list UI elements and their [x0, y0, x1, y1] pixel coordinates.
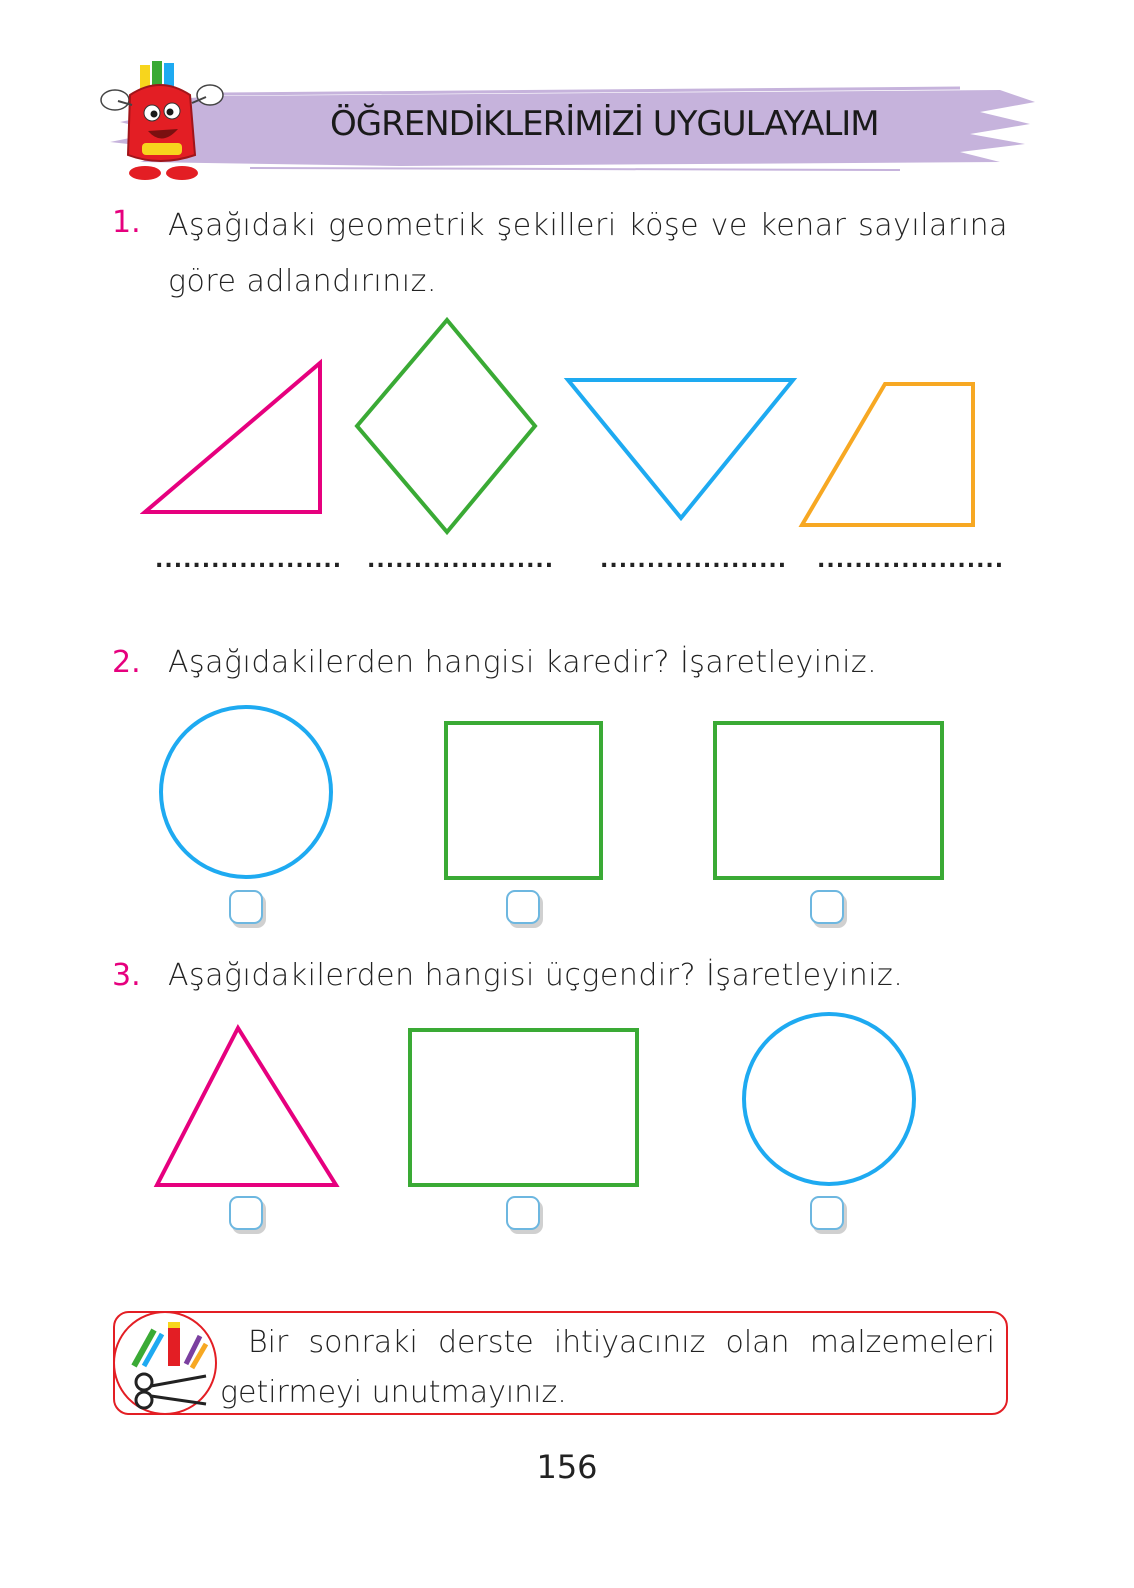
q3-option-2-checkbox[interactable] [506, 1196, 540, 1230]
triangle-shape [157, 1028, 336, 1185]
q2-option-2-checkbox[interactable] [506, 890, 540, 924]
reminder-note-text: Bir sonraki derste ihtiyacınız olan malzemeleri getirmeyi unutmayınız. [220, 1325, 995, 1410]
right-triangle-shape [145, 363, 320, 512]
backpack-mascot-icon [90, 55, 230, 185]
circle-shape [161, 707, 331, 877]
question-2-number: 2. [112, 645, 141, 680]
question-2-shapes [150, 700, 960, 890]
rectangle-shape [715, 723, 942, 878]
question-3-shapes [150, 1010, 930, 1195]
trapezoid-shape [802, 384, 973, 525]
pencils-scissors-icon [118, 1316, 212, 1410]
answer-blank-1[interactable]: .................... [155, 548, 343, 573]
question-3-number: 3. [112, 958, 141, 993]
circle-shape [744, 1014, 914, 1184]
q3-option-3-checkbox[interactable] [810, 1196, 844, 1230]
rhombus-shape [357, 320, 535, 532]
rectangle-shape [410, 1030, 637, 1185]
answer-blank-3[interactable]: .................... [600, 548, 788, 573]
page-title: ÖĞRENDİKLERİMİZİ UYGULAYALIM [330, 104, 879, 144]
question-1-number: 1. [112, 205, 141, 240]
q3-option-1-checkbox[interactable] [229, 1196, 263, 1230]
answer-blank-4[interactable]: .................... [817, 548, 1005, 573]
question-3-text: Aşağıdakilerden hangisi üçgendir? İşaretleyiniz. [168, 958, 904, 993]
answer-blank-2[interactable]: .................... [367, 548, 555, 573]
square-shape [446, 723, 601, 878]
page-number: 156 [536, 1448, 598, 1486]
question-1-shapes [140, 315, 990, 545]
q2-option-3-checkbox[interactable] [810, 890, 844, 924]
question-1-text: Aşağıdaki geometrik şekilleri köşe ve kenar sayılarına göre adlandırınız. [168, 208, 1008, 299]
question-2-text: Aşağıdakilerden hangisi karedir? İşaretleyiniz. [168, 645, 878, 680]
q2-option-1-checkbox[interactable] [229, 890, 263, 924]
inverted-triangle-shape [568, 380, 793, 518]
